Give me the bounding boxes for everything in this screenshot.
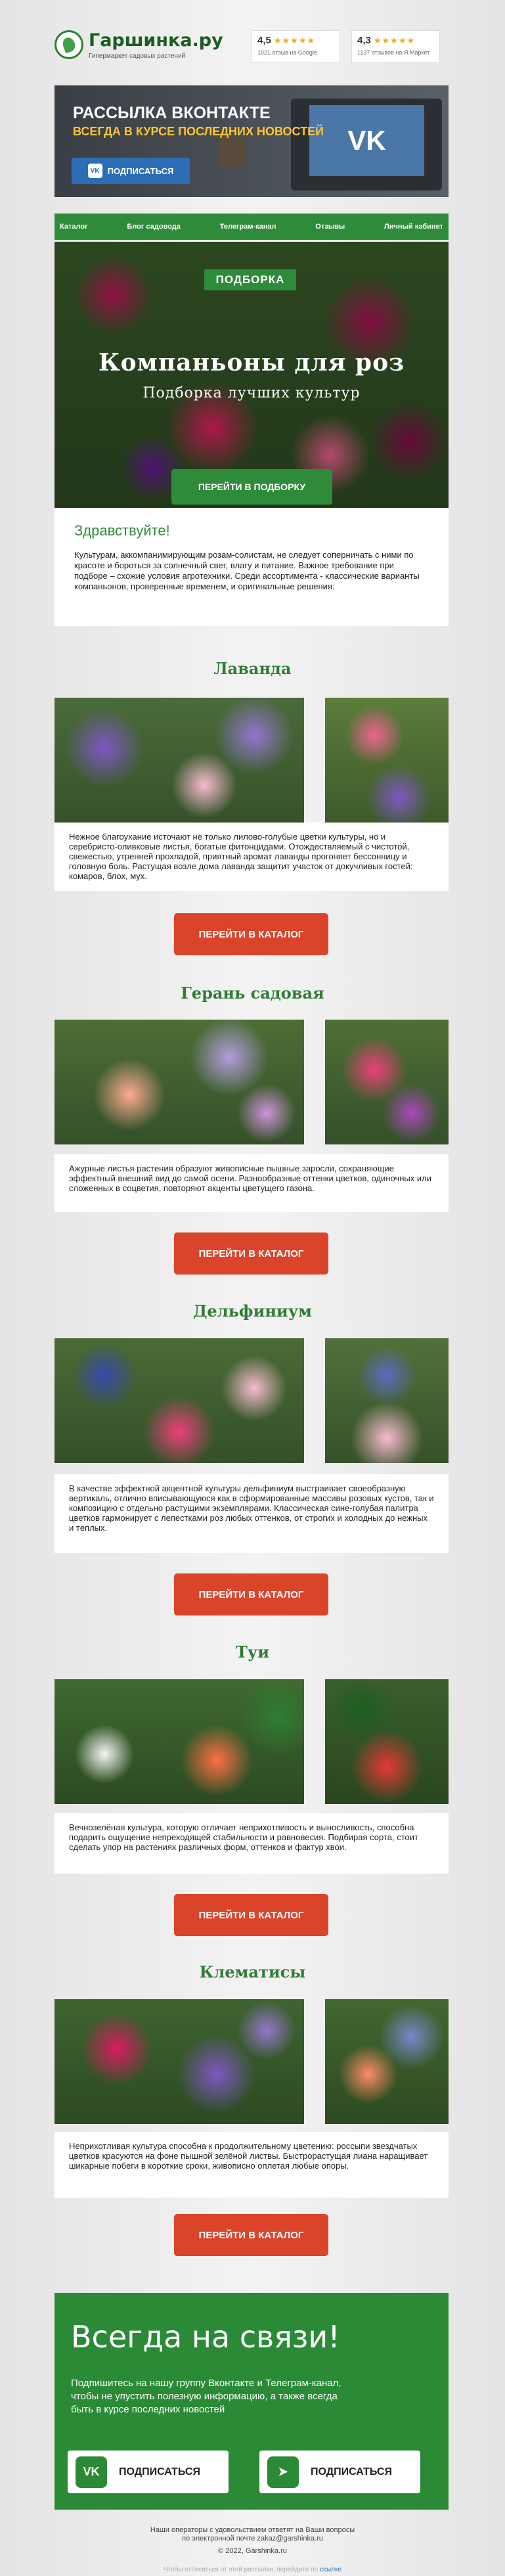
logo-title[interactable]: Гаршинка.ру	[89, 30, 223, 51]
delphinium-photo-main[interactable]	[55, 1338, 304, 1463]
vk-banner-title: РАССЫЛКА ВКОНТАКТЕ	[73, 104, 271, 122]
clematis-photos	[55, 1999, 449, 2124]
star-icons: ★★★★★	[373, 35, 416, 45]
intro-text: Культурам, аккомпанимирующим розам-солистам, не следует соперничать с ними по красоте и бороться за солнечный свет, влагу и питание. Важное требование при подборе – схожие условия агротехники. Среди ассортимента - классические варианты компаньонов, проверенные временем, и оригинальные решения:	[74, 550, 420, 591]
catalog-button-geranium[interactable]: ПЕРЕЙТИ В КАТАЛОГ	[174, 1232, 328, 1275]
nav-item-telegram[interactable]: Телеграм-канал	[219, 223, 276, 231]
vk-subscribe-footer-button[interactable]	[68, 2451, 229, 2493]
thuja-photo-side[interactable]	[325, 1679, 449, 1804]
telegram-subscribe-button[interactable]	[259, 2451, 420, 2493]
section-text-delphinium: В качестве эффектной акцентной культуры дельфиниум выстраивает своеобразную вертикаль, отлично вписывающуюся как в сформированные массивы розовых кустов, так и композицию с отдельно растущими экземплярами. Классическая сине-голубая палитра цветков гармонирует с лепестками роз любых оттенков, от строгих и холодных до нежных и тёплых.	[55, 1474, 449, 1553]
hero-title: Компаньоны для роз	[98, 349, 405, 376]
section-text-thuja: Вечнозелёная культура, которую отличает неприхотливость и выносливость, способна подарить ощущение непреходящей стабильности и равновесия. Подбирая сорта, стоит сделать упор на растениях различных форм, оттенков и фактур хвои.	[55, 1813, 449, 1874]
rating-caption: 1021 отзыв на Google	[257, 49, 317, 56]
unsubscribe-link[interactable]: ссылке	[319, 2566, 342, 2573]
vk-subscribe-button[interactable]	[72, 158, 190, 184]
section-text-lavender: Нежное благоухание источают не только лилово-голубые цветки культуры, но и серебристо-оливковые листья, богатые фитонцидами. Отождествляемый с чистотой, свежестью, утренней прохладой, приятный аромат лаванды прогоняет бессонницу и головную боль. Растущая возле дома лаванда защитит участок от докучливых гостей: комаров, блох, мух.	[55, 823, 449, 891]
clematis-photo-side[interactable]	[325, 1999, 449, 2124]
contact-title: Всегда на связи!	[71, 2319, 340, 2355]
rating-value: 4,5	[257, 35, 271, 46]
vk-subscribe-footer-label: ПОДПИСАТЬСЯ	[119, 2466, 200, 2477]
catalog-button-thuja[interactable]: ПЕРЕЙТИ В КАТАЛОГ	[174, 1894, 328, 1936]
telegram-subscribe-label: ПОДПИСАТЬСЯ	[311, 2466, 392, 2477]
telegram-icon: ➤	[267, 2456, 299, 2488]
logo-subtitle: Гипермаркет садовых растений	[89, 53, 186, 60]
header	[55, 25, 449, 78]
nav-item-blog[interactable]: Блог садовода	[127, 223, 181, 231]
vk-banner[interactable]	[55, 85, 449, 197]
catalog-button-clematis[interactable]: ПЕРЕЙТИ В КАТАЛОГ	[174, 2214, 328, 2256]
vk-logo-icon: VK	[309, 105, 424, 176]
laptop-illustration	[291, 99, 442, 191]
section-title-geranium: Герань садовая	[181, 983, 324, 1003]
delphinium-photos	[55, 1338, 449, 1463]
section-text-clematis: Неприхотливая культура способна к продолжительному цветению: россыпи звездчатых цветков красуются на фоне пышной зелёной листвы. Быстрорастущая лиана наращивает шикарные побеги в короткие сроки, живописно оплетая любые опоры.	[55, 2132, 449, 2198]
logo-icon[interactable]	[55, 30, 83, 59]
contact-block	[55, 2293, 449, 2510]
rating-value: 4,3	[357, 35, 371, 46]
footer-support-line1: Наши операторы с удовольствием ответят на Ваши вопросы	[150, 2526, 355, 2534]
contact-text: Подпишитесь на нашу группу Вконтакте и Телеграм-канал, чтобы не упустить полезную информацию, а также всегда быть в курсе последних новостей	[71, 2378, 341, 2415]
vk-subscribe-label: ПОДПИСАТЬСЯ	[107, 166, 174, 176]
vk-icon: VK	[88, 164, 102, 178]
nav-bar	[55, 214, 449, 240]
delphinium-photo-side[interactable]	[325, 1338, 449, 1463]
hero-subtitle: Подборка лучших культур	[143, 385, 361, 401]
vk-banner-subtitle: ВСЕГДА В КУРСЕ ПОСЛЕДНИХ НОВОСТЕЙ	[73, 125, 324, 138]
nav-item-reviews[interactable]: Отзывы	[315, 223, 345, 231]
thuja-photo-main[interactable]	[55, 1679, 304, 1804]
hero-button[interactable]: ПЕРЕЙТИ В ПОДБОРКУ	[171, 469, 332, 505]
section-title-lavender: Лаванда	[213, 659, 292, 678]
geranium-photo-main[interactable]	[55, 1020, 304, 1144]
google-rating[interactable]	[252, 30, 340, 63]
hero-badge: ПОДБОРКА	[204, 269, 296, 290]
section-title-thuja: Туи	[235, 1642, 270, 1661]
nav-item-catalog[interactable]: Каталог	[60, 223, 88, 231]
greeting: Здравствуйте!	[74, 522, 170, 539]
unsubscribe-text: Чтобы отписаться от этой рассылки, перейдите по	[163, 2566, 318, 2573]
intro-block	[55, 508, 449, 626]
lavender-photo-main[interactable]	[55, 698, 304, 823]
footer-copyright: © 2022, Garshinka.ru	[218, 2547, 287, 2555]
footer-support-line2: по электронной почте zakaz@garshinka.ru	[182, 2535, 323, 2542]
clematis-photo-main[interactable]	[55, 1999, 304, 2124]
lavender-photo-side[interactable]	[325, 698, 449, 823]
mug-illustration	[219, 138, 245, 167]
yandex-rating[interactable]	[351, 30, 440, 63]
section-title-delphinium: Дельфиниум	[193, 1301, 312, 1321]
nav-item-account[interactable]: Личный кабинет	[384, 223, 443, 231]
hero-banner[interactable]	[55, 242, 449, 508]
catalog-button-delphinium[interactable]: ПЕРЕЙТИ В КАТАЛОГ	[174, 1573, 328, 1616]
geranium-photos	[55, 1020, 449, 1144]
rating-caption: 1137 отзывов на Я.Маркет	[357, 49, 430, 56]
unsubscribe-line	[0, 2566, 505, 2573]
geranium-photo-side[interactable]	[325, 1020, 449, 1144]
vk-icon: VK	[76, 2456, 107, 2488]
section-title-clematis: Клематисы	[199, 1962, 306, 1981]
thuja-photos	[55, 1679, 449, 1804]
lavender-photos	[55, 698, 449, 823]
catalog-button-lavender[interactable]: ПЕРЕЙТИ В КАТАЛОГ	[174, 913, 328, 955]
section-text-geranium: Ажурные листья растения образуют живописные пышные заросли, сохраняющие эффектный внешний вид до самой осени. Разнообразные оттенки цветков, одиночных или сложенных в соцветия, повторяют акценты цветущего газона.	[55, 1154, 449, 1212]
star-icons: ★★★★★	[273, 35, 316, 45]
